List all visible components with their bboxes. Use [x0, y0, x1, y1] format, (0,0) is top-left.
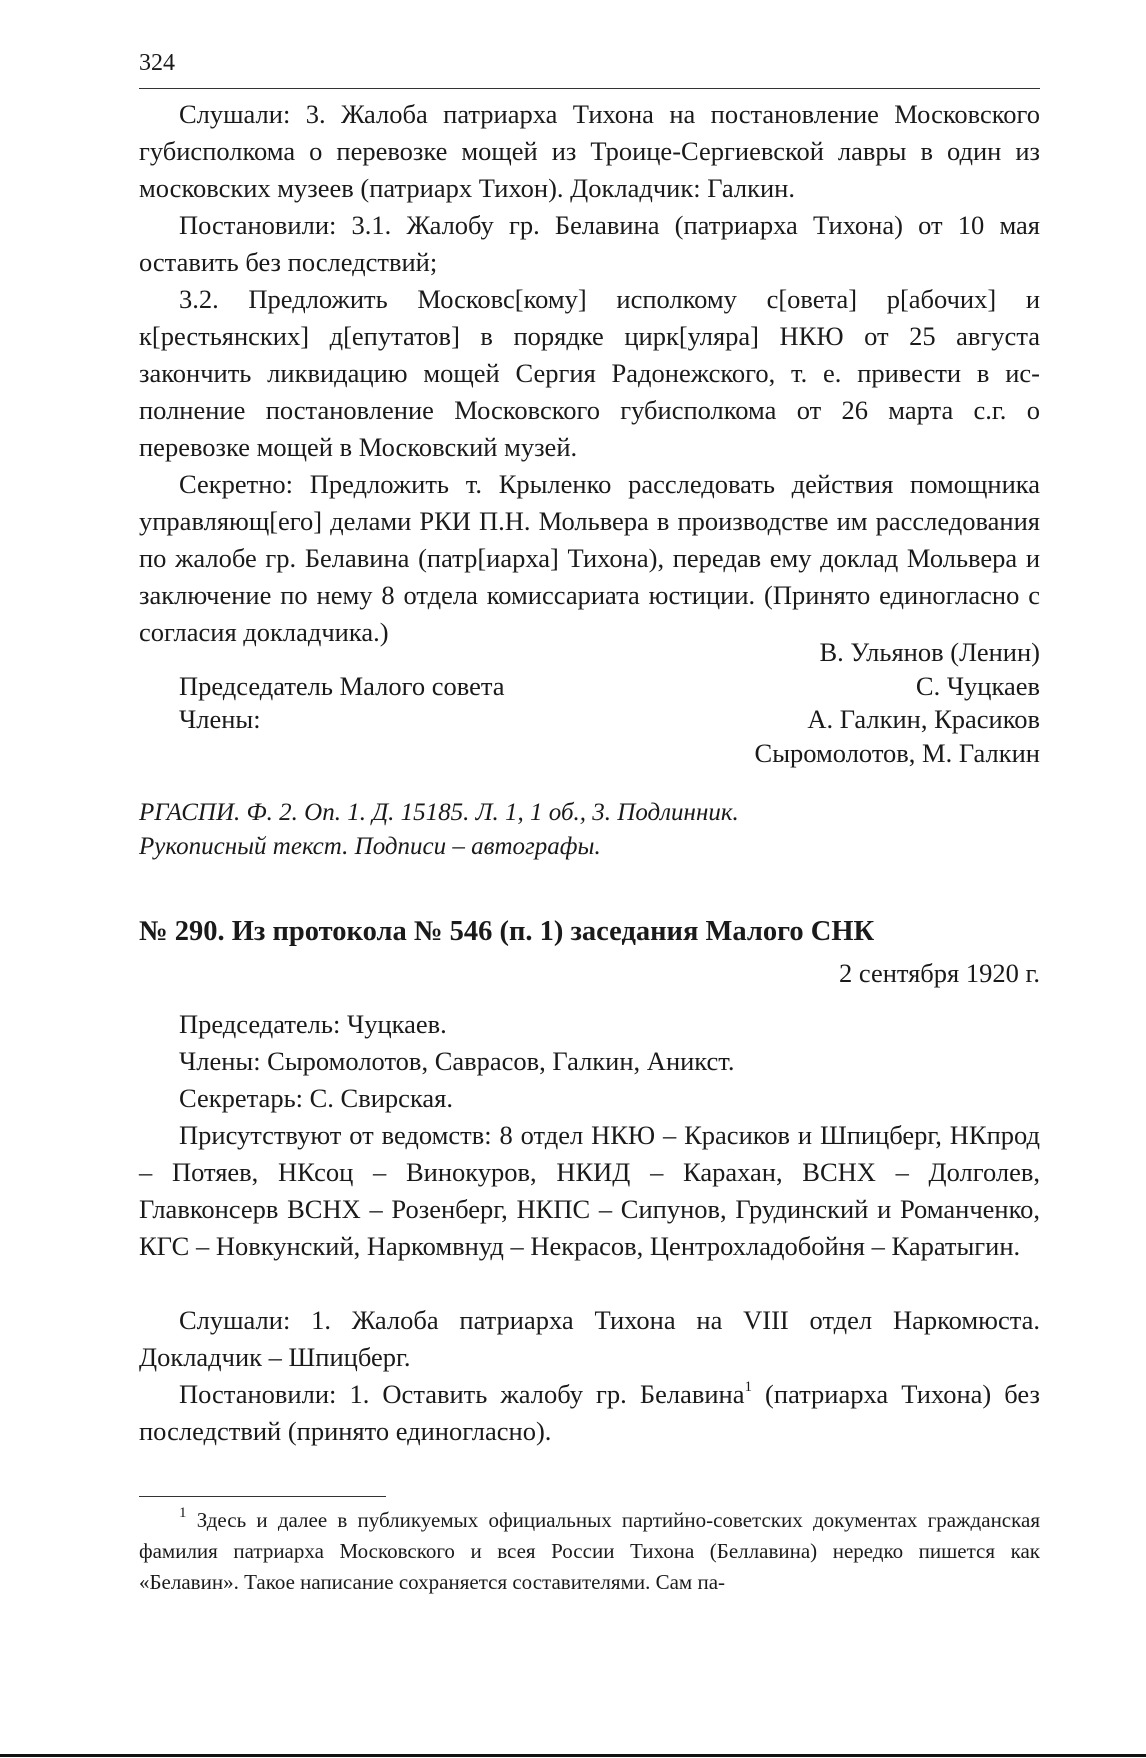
- decided-point-paragraph: 3.2. Предложить Московс[кому] исполкому с[овета] р[абочих] и к[рестьянских] д[епутатов] в порядке цирк[уляра] НКЮ от 25 августа закончить ликвидацию мощей Сергия Радонежского, т. е. привести в исполнение постановление Московского губисполкома от 26 марта с.г. о перевозке мощей в Московский музей.: [139, 284, 1040, 462]
- decided-paragraph-2: [139, 1376, 1040, 1450]
- secret-paragraph: Секретно: Предложить т. Крыленко расследовать действия помощника управляющ[его] делами РКИ П.Н. Мольвера в производстве им расследования по жалобе гр. Белавина (патр[иарха] Тихона), передав ему доклад Мольвера и заключение по нему 8 отдела комиссариата юстиции. (Принято единогласно с согласия докладчика.): [139, 469, 1040, 647]
- document-date: 2 сентября 1920 г.: [838, 958, 1040, 988]
- section-2-body: [139, 1006, 1040, 1450]
- footnote-text: Здесь и далее в публикуемых официальных партийно-советских документах гражданская фамилия патриарха Московского и всея России Тихона (Беллавина) нередко пишется как «Белавин». Такое написание сохраняется составителями. Сам па-: [139, 1508, 1040, 1594]
- footnote: [139, 1505, 1040, 1598]
- page-number: 324: [139, 50, 175, 76]
- members-label: Члены:: [179, 704, 261, 734]
- header-rule: [139, 88, 1040, 89]
- decided-text-a: Постановили: 1. Оставить жалобу гр. Белавина: [179, 1379, 745, 1409]
- chair-name: С. Чуцкаев: [915, 670, 1040, 701]
- footnote-rule: [139, 1496, 386, 1497]
- heard-paragraph-2: Слушали: 1. Жалоба патриарха Тихона на VIII отдел Наркомюста. Докладчик – Шпицберг.: [139, 1305, 1040, 1372]
- document-title: № 290. Из протокола № 546 (п. 1) заседания Малого СНК: [139, 916, 875, 947]
- present-paragraph: Присутствуют от ведомств: 8 отдел НКЮ – Красиков и Шпицберг, НКпрод – Потяев, НКсоц – Винокуров, НКИД – Карахан, ВСНХ – Долголев, Главконсерв ВСНХ – Розенберг, НКПС – Сипунов, Грудинский и Романченко, КГС – Новкунский, Наркомвнуд – Некрасов, Центрохладобойня – Каратыгин.: [139, 1120, 1040, 1261]
- footnote-marker: 1: [179, 1505, 187, 1521]
- decided-text-b: (патриарха Тихона) без последствий (принято единогласно).: [139, 1379, 1040, 1446]
- footnote-paragraph: [139, 1505, 1040, 1598]
- signature-lenin: В. Ульянов (Ленин): [819, 637, 1040, 667]
- members-names-1: А. Галкин, Красиков: [807, 704, 1040, 734]
- section-1-body: [139, 96, 1040, 651]
- archive-reference: [139, 796, 1040, 864]
- members-line: Члены: Сыромолотов, Саврасов, Галкин, Аникст.: [179, 1046, 735, 1076]
- chair-line: Председатель: Чуцкаев.: [179, 1009, 447, 1039]
- bottom-edge: [0, 1754, 1146, 1757]
- decided-paragraph: Постановили: 3.1. Жалобу гр. Белавина (патриарха Тихона) от 10 мая оставить без последствий;: [139, 210, 1040, 277]
- footnote-reference[interactable]: 1: [744, 1379, 752, 1396]
- signature-block: [139, 636, 1040, 770]
- chair-label: Председатель Малого совета: [179, 670, 505, 701]
- members-names-2: Сыромолотов, М. Галкин: [754, 737, 1040, 768]
- heard-paragraph: Слушали: 3. Жалоба патриарха Тихона на постановление Московского губисполкома о перевозке мощей из Троице-Сергиевской лавры в один из московских музеев (патриарх Тихон). Докладчик: Галкин.: [139, 99, 1040, 203]
- secretary-line: Секретарь: С. Свирская.: [179, 1083, 453, 1113]
- archive-line-1: РГАСПИ. Ф. 2. Оп. 1. Д. 15185. Л. 1, 1 об., 3. Подлинник.: [139, 799, 739, 826]
- archive-line-2: Рукописный текст. Подписи – автографы.: [139, 833, 601, 860]
